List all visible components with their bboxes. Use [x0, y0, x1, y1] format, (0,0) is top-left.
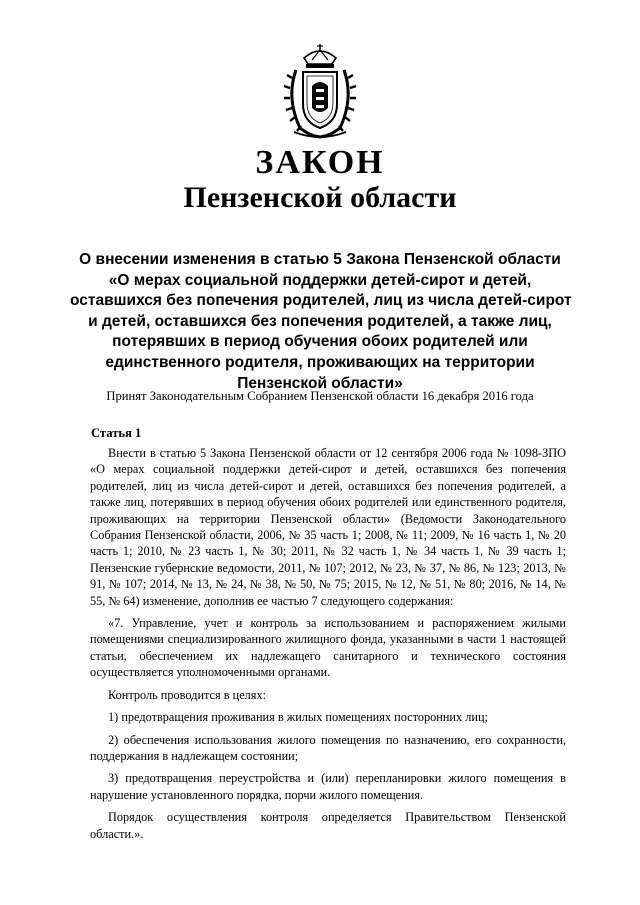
subject-line: «О мерах социальной поддержки детей-сирот и детей, [108, 271, 532, 289]
subject-line: Пензенской области» [237, 374, 403, 392]
article-paragraph: Контроль проводится в целях: [108, 687, 267, 702]
subject-line: и детей, оставшихся без попечения родителей, а также лиц, [88, 312, 552, 330]
subject-line: единственного родителя, проживающих на территории [105, 353, 535, 371]
adoption-note: Принят Законодательным Собранием Пензенской области 16 декабря 2016 года [106, 389, 534, 403]
document-region: Пензенской области [183, 181, 457, 214]
article-heading: Статья 1 [91, 426, 142, 440]
subject-line: потерявших в период обучения обоих родителей или [112, 333, 528, 351]
article-paragraph: 1) предотвращения проживания в жилых помещениях посторонних лиц; [108, 710, 488, 725]
article-paragraph: Внести в статью 5 Закона Пензенской области от 12 сентября 2006 года № 1098-ЗПО «О мерах социальной поддержки детей-сирот и детей, оставшихся без попечения родителей, лиц из числа детей-сирот и детей, оставшихся без попечения родителей, а также лиц, потерявших в период обучения обоих родителей или единственного родителя, проживающих на территории Пензенской области» (Ведомости Законодательного Собрания Пензенской области, 2006, № 35 часть 1; 2008, № 11; 2009, № 16 часть 1, № 20 часть 1; 2010, № 23 часть 1, № 30; 2011, № 32 часть 1, № 34 часть 1, № 39 часть 1; Пензенские губернские ведомости, 2011, № 107; 2012, № 23, № 37, № 86, № 123; 2013, № 91, № 107; 2014, № 13, № 24, № 38, № 50, № 75; 2015, № 12, № 51, № 80; 2016, № 14, № 55, № 64) изменение, дополнив ее частью 7 следующего содержания: [90, 446, 566, 608]
document-title: ЗАКОН [255, 144, 385, 181]
article-paragraph: Порядок осуществления контроля определяется Правительством Пензенской области.». [90, 810, 566, 841]
article-paragraph: 3) предотвращения переустройства и (или) перепланировки жилого помещения в нарушение установленного порядка, порчи жилого помещения. [90, 771, 566, 802]
law-subject [70, 250, 570, 394]
article-body [90, 445, 566, 848]
subject-line: оставшихся без попечения родителей, лиц из числа детей-сирот [70, 292, 572, 310]
article-paragraph: «7. Управление, учет и контроль за использованием и распоряжением жилыми помещениями специализированного жилищного фонда, указанными в части 1 настоящей статьи, обеспечением их надлежащего санитарного и технического состояния осуществляется уполномоченными органами. [90, 616, 566, 680]
subject-line: О внесении изменения в статью 5 Закона Пензенской области [79, 251, 561, 268]
coat-of-arms-icon [282, 42, 358, 140]
article-paragraph: 2) обеспечения использования жилого помещения по назначению, его сохранности, поддержания в надлежащем состоянии; [90, 732, 566, 763]
